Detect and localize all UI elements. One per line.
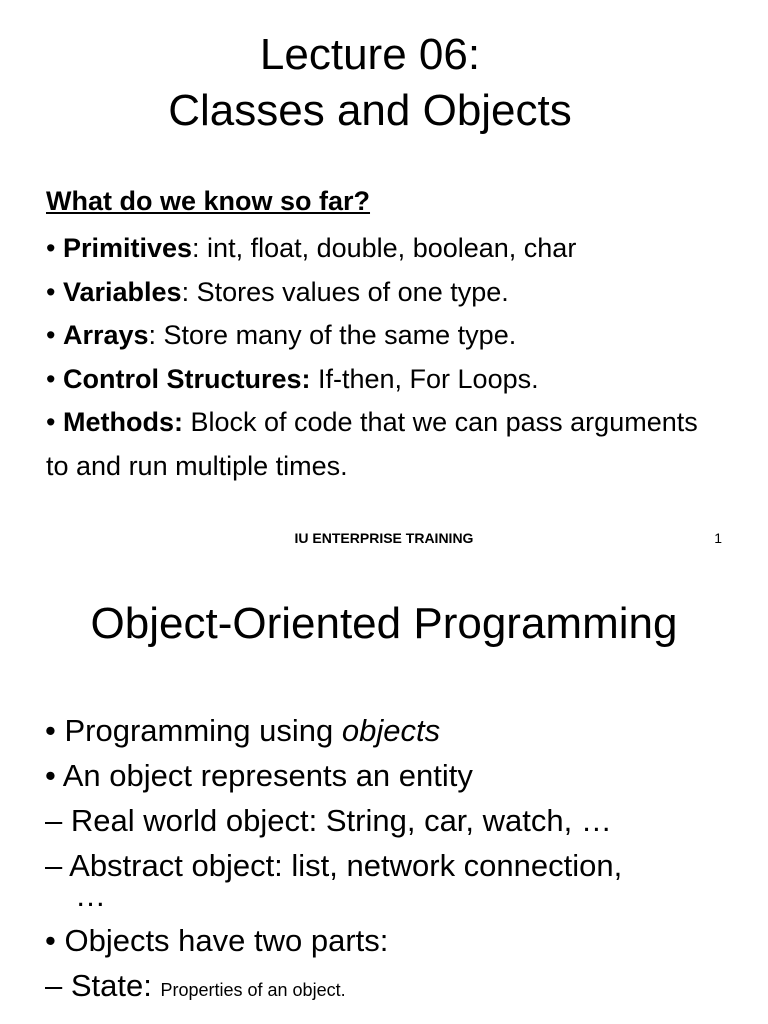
- title-line-2: Classes and Objects: [168, 86, 572, 135]
- list-item-abstract-object: – Abstract object: list, network connection,: [45, 848, 623, 883]
- emphasis-text: objects: [341, 713, 441, 748]
- term-label: Arrays: [62, 320, 149, 350]
- list-item-arrays: [46, 314, 726, 358]
- list-item-variables: [46, 271, 726, 315]
- list-item-state: [45, 963, 745, 1013]
- title-line-1: Lecture 06:: [259, 30, 481, 79]
- bullet: •: [46, 233, 63, 263]
- bullet: •: [46, 407, 63, 437]
- list-item-primitives: [46, 227, 726, 271]
- term-description: : int, float, double, boolean, char: [192, 233, 577, 263]
- slide-2-title: Object-Oriented Programming: [90, 599, 678, 648]
- list-item-object-represents-entity: • An object represents an entity: [45, 758, 473, 793]
- state-description: Properties of an object.: [160, 980, 346, 1000]
- section-heading: What do we know so far?: [46, 186, 371, 216]
- list-item-methods: [46, 401, 726, 488]
- term-description: Block of code that we can pass arguments to and run multiple times.: [46, 407, 698, 481]
- footer-label: IU ENTERPRISE TRAINING: [294, 530, 474, 546]
- oop-list: [45, 708, 745, 1013]
- slide-2: [0, 560, 768, 1024]
- bullet: •: [46, 276, 63, 307]
- item-text: – State:: [45, 968, 161, 1003]
- list-item-continuation: …: [75, 878, 106, 913]
- term-label: Control Structures:: [62, 363, 311, 394]
- term-description: If-then, For Loops.: [310, 363, 539, 394]
- item-text: • Programming using: [45, 713, 342, 748]
- page-number: 1: [714, 530, 722, 546]
- bullet: •: [46, 320, 63, 350]
- bullet: •: [46, 363, 63, 394]
- term-description: : Stores values of one type.: [181, 276, 509, 307]
- list-item-programming-using-objects: [45, 708, 745, 753]
- knowledge-list: [46, 227, 726, 488]
- term-label: Variables: [62, 276, 182, 307]
- list-item-control-structures: [46, 358, 726, 402]
- term-description: : Store many of the same type.: [148, 320, 517, 350]
- slide-footer: [0, 528, 768, 548]
- list-item-objects-two-parts: • Objects have two parts:: [45, 923, 389, 958]
- list-item-real-world-object: – Real world object: String, car, watch, …: [45, 803, 612, 838]
- slide-1-title: [0, 27, 740, 139]
- term-label: Methods:: [62, 407, 183, 437]
- term-label: Primitives: [62, 233, 193, 263]
